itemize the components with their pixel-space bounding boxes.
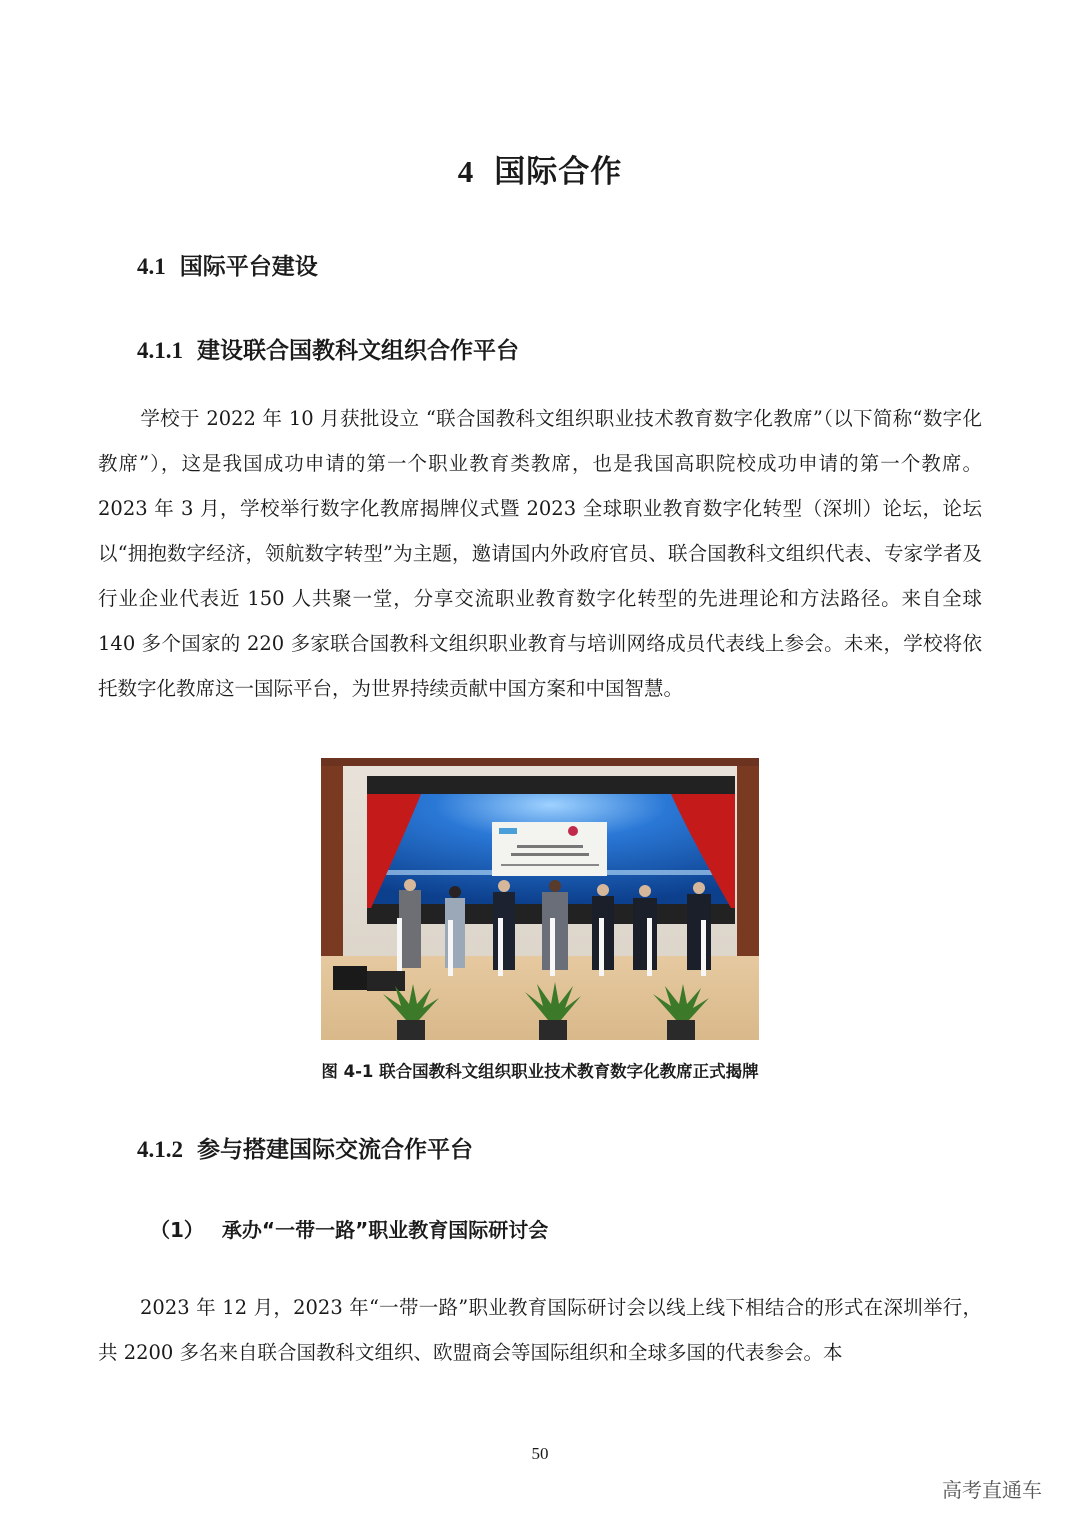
item-number: （1） xyxy=(150,1218,204,1242)
ceremony-photo-image xyxy=(321,758,759,1040)
subsection-heading-1 xyxy=(137,332,519,365)
item-heading xyxy=(150,1214,548,1243)
figure-caption: 图 4-1 联合国教科文组织职业技术教育数字化教席正式揭牌 xyxy=(321,1062,759,1081)
subsection-title: 建设联合国教科文组织合作平台 xyxy=(197,338,519,364)
body-paragraph-1 xyxy=(98,396,982,711)
watermark-text: 高考直通车 xyxy=(942,1478,1042,1502)
body-paragraph-2 xyxy=(98,1285,982,1375)
section-number: 4.1 xyxy=(137,254,166,279)
paragraph-text: 2023 年 12 月，2023 年“一带一路”职业教育国际研讨会以线上线下相结合的形式在深圳举行，共 2200 多名来自联合国教科文组织、欧盟商会等国际组织和全球多国的代表参会。本 xyxy=(98,1296,982,1364)
paragraph-text: 学校于 2022 年 10 月获批设立 “联合国教科文组织职业技术教育数字化教席”（以下简称“数字化教席”），这是我国成功申请的第一个职业教育类教席，也是我国高职院校成功申请的第一个教席。2023 年 3 月，学校举行数字化教席揭牌仪式暨 2023 全球职业教育数字化转型（深圳）论坛，论坛以“拥抱数字经济，领航数字转型”为主题，邀请国内外政府官员、联合国教科文组织代表、专家学者及行业企业代表近 150 人共聚一堂，分享交流职业教育数字化转型的先进理论和方法路径。来自全球 140 多个国家的 220 多家联合国教科文组织职业教育与培训网络成员代表线上参会。未来，学校将依托数字化教席这一国际平台，为世界持续贡献中国方案和中国智慧。 xyxy=(98,407,982,700)
chapter-title-text: 国际合作 xyxy=(494,154,623,190)
section-title: 国际平台建设 xyxy=(179,254,318,280)
chapter-title xyxy=(0,146,1080,191)
chapter-number: 4 xyxy=(457,154,475,189)
subsection-number: 4.1.1 xyxy=(137,338,183,363)
item-title: 承办“一带一路”职业教育国际研讨会 xyxy=(221,1218,549,1242)
subsection-heading-2 xyxy=(137,1131,473,1164)
subsection-title: 参与搭建国际交流合作平台 xyxy=(197,1137,473,1163)
subsection-number: 4.1.2 xyxy=(137,1137,183,1162)
page-number: 50 xyxy=(531,1444,549,1463)
section-heading xyxy=(137,248,318,281)
figure-photo-unveiling-ceremony xyxy=(321,758,759,1040)
